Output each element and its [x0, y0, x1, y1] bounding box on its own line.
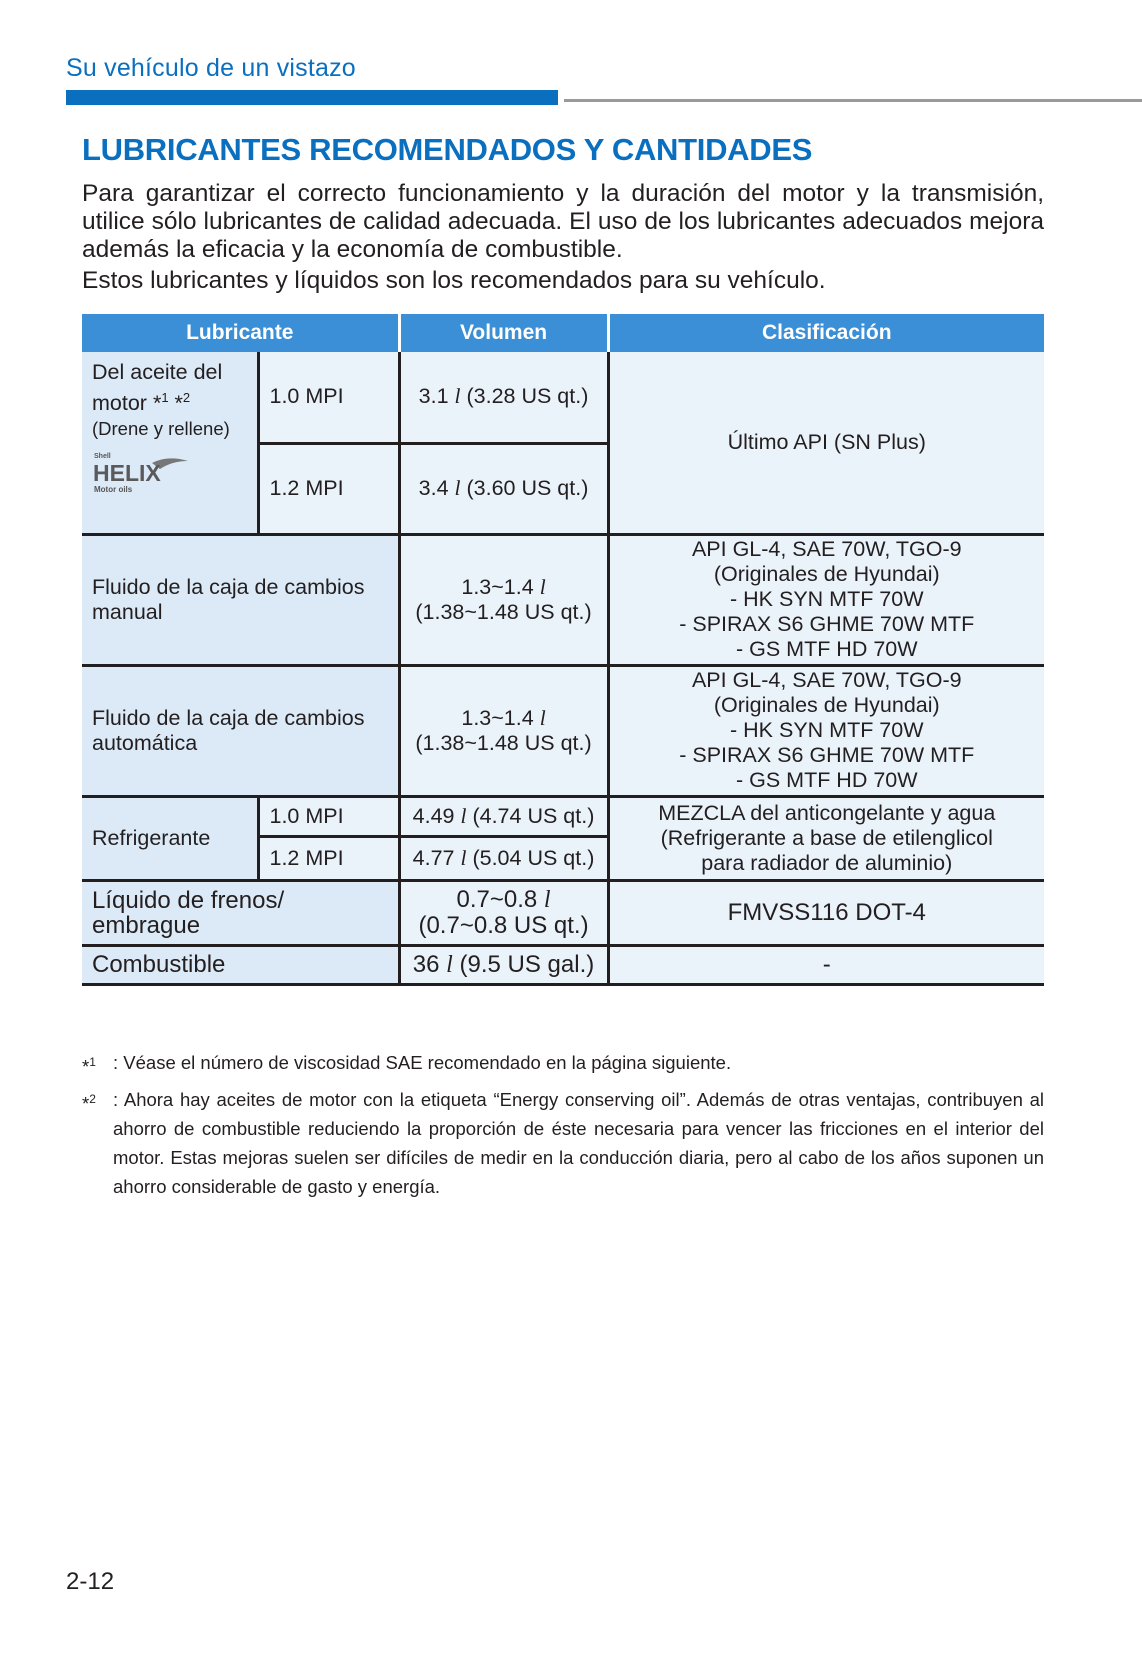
automatic-transmission-volume: 1.3~1.4 l (1.38~1.48 US qt.)	[399, 665, 608, 796]
footnote-ref-1: *$^1$	[152, 390, 169, 416]
page-heading: LUBRICANTES RECOMENDADOS Y CANTIDADES	[82, 132, 813, 167]
engine-oil-label	[82, 352, 258, 534]
coolant-classification: MEZCLA del anticongelante y agua (Refrigerante a base de etilenglicol para radiador de aluminio)	[608, 796, 1044, 880]
intro-paragraph-2: Estos lubricantes y líquidos son los recomendados para su vehículo.	[82, 267, 826, 294]
table-row	[82, 880, 1044, 945]
header-classification: Clasificación	[608, 314, 1044, 352]
section-title: Su vehículo de un vistazo	[66, 54, 356, 82]
fuel-label: Combustible	[82, 945, 399, 984]
fuel-classification: -	[608, 945, 1044, 984]
automatic-transmission-label: Fluido de la caja de cambios automática	[82, 665, 399, 796]
engine-oil-classification: Último API (SN Plus)	[608, 352, 1044, 534]
brake-fluid-label: Líquido de frenos/ embrague	[82, 880, 399, 945]
brake-fluid-classification: FMVSS116 DOT-4	[608, 880, 1044, 945]
brake-fluid-volume: 0.7~0.8 l (0.7~0.8 US qt.)	[399, 880, 608, 945]
litre-symbol: l	[460, 845, 467, 870]
litre-symbol: l	[539, 705, 546, 730]
litre-symbol: l	[543, 887, 551, 913]
manual-transmission-label: Fluido de la caja de cambios manual	[82, 534, 399, 665]
coolant-1-0-volume: 4.49 l (4.74 US qt.)	[399, 796, 608, 836]
litre-symbol: l	[446, 951, 453, 978]
engine-oil-note: (Drene y rellene)	[92, 418, 230, 440]
table-row	[82, 534, 1044, 665]
footnote-2-text: : Ahora hay aceites de motor con la etiqueta “Energy conserving oil”. Además de otras ventajas, contribuyen al ahorro de combustible reduciendo la proporción de éste necesaria para vencer las fricciones en el interior del motor. Estas mejoras suelen ser difíciles de medir en la conducción diaria, pero al cabo de los años suponen un ahorro considerable de gasto y energía.	[113, 1089, 1044, 1197]
automatic-transmission-classification: API GL-4, SAE 70W, TGO-9 (Originales de Hyundai) - HK SYN MTF 70W - SPIRAX S6 GHME 70W MTF - GS MTF HD 70W	[608, 665, 1044, 796]
fuel-volume: 36 l (9.5 US gal.)	[399, 945, 608, 984]
table-row	[82, 352, 1044, 443]
table-row	[82, 796, 1044, 836]
footnote-2	[82, 1085, 1044, 1201]
header-lubricant: Lubricante	[82, 314, 399, 352]
intro-text	[82, 180, 1044, 295]
logo-brand-top: Shell	[94, 453, 111, 461]
table-header-row	[82, 314, 1044, 352]
coolant-1-2-volume: 4.77 l (5.04 US qt.)	[399, 836, 608, 880]
lubricants-table	[82, 314, 1044, 986]
intro-paragraph-1: Para garantizar el correcto funcionamiento y la duración del motor y la transmisión, utilice sólo lubricantes de calidad adecuada. El uso de los lubricantes adecuados mejora además la eficacia y la economía de combustible.	[82, 180, 1044, 263]
engine-oil-1-2-engine: 1.2 MPI	[258, 443, 399, 534]
litre-symbol: l	[460, 803, 467, 828]
coolant-1-2-engine: 1.2 MPI	[258, 836, 399, 880]
engine-oil-label-motor: motor	[92, 391, 147, 416]
engine-oil-1-2-volume: 3.4 l (3.60 US qt.)	[399, 443, 608, 534]
table-row	[82, 945, 1044, 984]
coolant-1-0-engine: 1.0 MPI	[258, 796, 399, 836]
header-gray-rule	[564, 99, 1142, 102]
engine-oil-label-line1: Del aceite del	[92, 360, 223, 384]
footnote-ref-2: *$^2$	[174, 390, 191, 416]
footnote-1	[82, 1048, 1044, 1077]
coolant-label: Refrigerante	[82, 796, 258, 880]
manual-transmission-volume: 1.3~1.4 l (1.38~1.48 US qt.)	[399, 534, 608, 665]
footnote-2-mark: *$^2$	[82, 1092, 96, 1115]
litre-symbol: l	[454, 476, 461, 500]
logo-brand-sub: Motor oils	[94, 485, 133, 495]
page-number: 2-12	[66, 1568, 115, 1595]
engine-oil-1-0-volume: 3.1 l (3.28 US qt.)	[399, 352, 608, 443]
header-blue-bar	[66, 90, 558, 105]
logo-brand-main: HELIX	[93, 460, 161, 487]
manual-transmission-classification: API GL-4, SAE 70W, TGO-9 (Originales de Hyundai) - HK SYN MTF 70W - SPIRAX S6 GHME 70W MTF - GS MTF HD 70W	[608, 534, 1044, 665]
engine-oil-label-line2	[92, 385, 247, 416]
shell-helix-logo-icon	[92, 449, 192, 497]
litre-symbol: l	[454, 384, 461, 409]
table-row	[82, 665, 1044, 796]
litre-symbol: l	[539, 574, 546, 599]
footnotes	[82, 1048, 1044, 1209]
footnote-1-mark: *$^1$	[82, 1055, 96, 1078]
engine-oil-1-0-engine: 1.0 MPI	[258, 352, 399, 443]
footnote-1-text: : Véase el número de viscosidad SAE recomendado en la página siguiente.	[113, 1052, 732, 1073]
header-volume: Volumen	[399, 314, 608, 352]
